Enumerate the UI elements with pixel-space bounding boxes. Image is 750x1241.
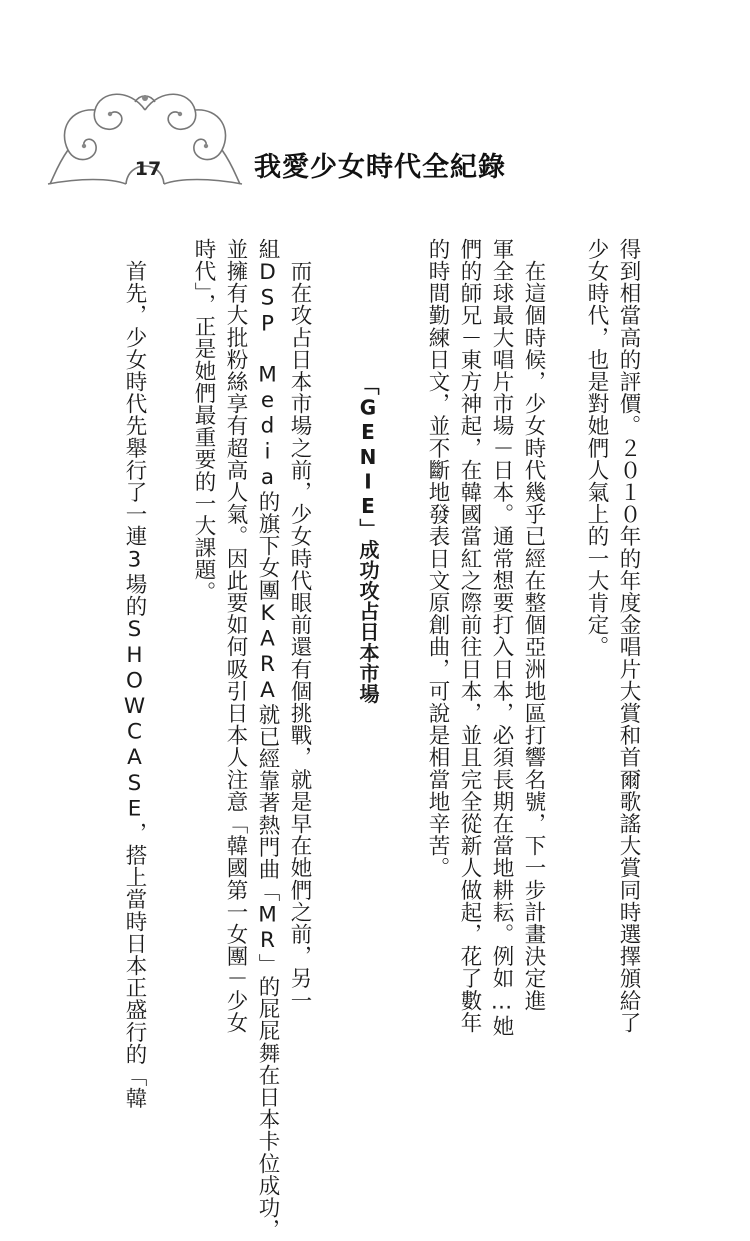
text-column-11: 首先，少女時代先舉行了一連3場的SHOWCASE，搭上當時日本正盛行的「韓 [122,238,147,1110]
text-column-3: 在這個時候，少女時代幾乎已經在整個亞洲地區打響名號，下一步計畫決定進 [521,238,546,1012]
text-column-7: 而在攻占日本市場之前，少女時代眼前還有個挑戰，就是早在她們之前，另一 [287,238,312,1012]
ornament-frame-icon [40,80,250,200]
page-number: 17 [134,158,162,180]
text-column-8: 組DSP Media的旗下女團KARA就已經靠著熱門曲「MR」的屁屁舞在日本卡位成功， [255,238,280,1241]
text-column-5: 們的師兄－東方神起，在韓國當紅之際前往日本，並且完全從新人做起，花了數年 [457,238,482,1034]
text-column-2: 少女時代，也是對她們人氣上的一大肯定。 [584,238,609,658]
text-column-9: 並擁有大批粉絲享有超高人氣。因此要如何吸引日本人注意「韓國第一女團－少女 [223,238,248,1034]
text-column-1: 得到相當高的評價。２０１０年的年度金唱片大賞和首爾歌謠大賞同時選擇頒給了 [616,238,641,1034]
text-column-10: 時代」，正是她們最重要的一大課題。 [191,238,216,603]
text-column-6: 的時間勤練日文，並不斷地發表日文原創曲，可說是相當地辛苦。 [425,238,450,879]
book-title: 我愛少女時代全紀錄 [254,152,506,183]
text-column-4: 軍全球最大唱片市場－日本。通常想要打入日本，必須長期在當地耕耘。例如…她 [489,238,514,1038]
section-heading: 「GENIE」成功攻占日本市場 [356,375,380,704]
